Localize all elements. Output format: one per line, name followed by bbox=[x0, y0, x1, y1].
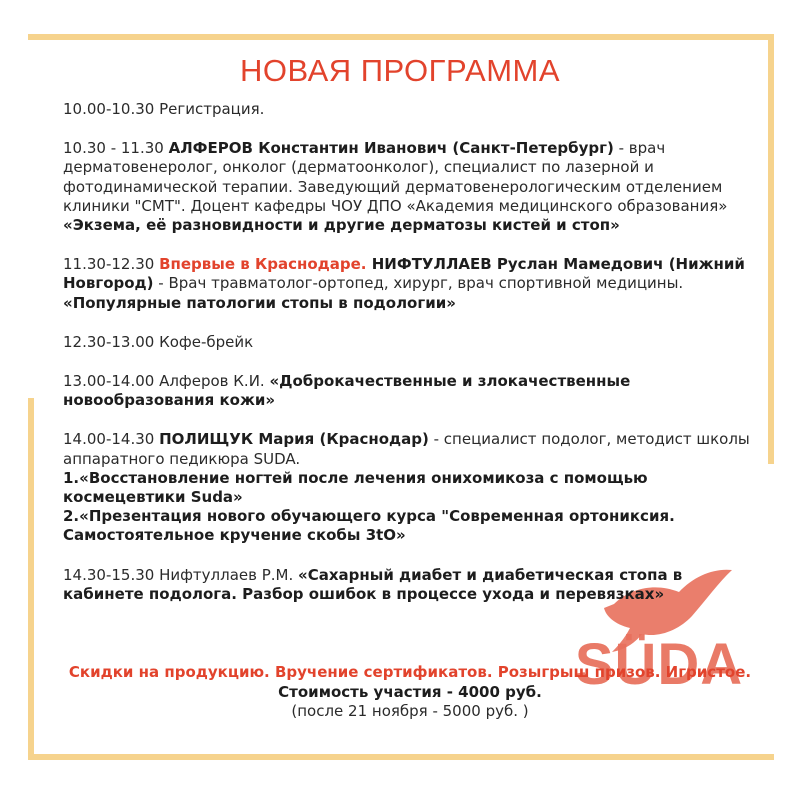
session-4 bbox=[63, 430, 753, 545]
session-1-time: 10.30 - 11.30 bbox=[63, 139, 169, 158]
session-4-topic-2: 2.«Презентация нового обучающего курса "Современная ортониксия. Самостоятельное кручение скобы 3tO» bbox=[63, 507, 675, 545]
session-5 bbox=[63, 566, 753, 604]
session-2-topic: «Популярные патологии стопы в подологии» bbox=[63, 293, 456, 312]
session-3 bbox=[63, 372, 753, 410]
cost-text: Стоимость участия - 4000 руб. bbox=[278, 682, 542, 701]
session-4-topic-1: 1.«Восстановление ногтей после лечения онихомикоза с помощью космецевтики Suda» bbox=[63, 468, 648, 507]
session-5-topic: «Сахарный диабет и диабетическая стопа в кабинете подолога. Разбор ошибок в процессе ухода и перевязках» bbox=[63, 565, 683, 603]
promo-text: Скидки на продукцию. Вручение сертификатов. Розыгрыш призов. Игристое. bbox=[68, 663, 752, 681]
logo-text: SÜDA bbox=[574, 632, 744, 697]
session-1 bbox=[63, 139, 753, 235]
session-5-time: 14.30-15.30 Нифтуллаев Р.М. bbox=[63, 565, 299, 584]
session-2-highlight: Впервые в Краснодаре. bbox=[159, 255, 367, 274]
late-cost-text: (после 21 ноября - 5000 руб. ) bbox=[291, 702, 529, 720]
session-1-desc: - врач дерматовенеролог, онколог (дерматоонколог), специалист по лазерной и фотодинамической терапии. Заведующий дерматовенерологическим отделением клиники "СМТ". Доцент кафедры ЧОУ ДПО «Академия медицинского образования» bbox=[63, 139, 728, 215]
session-3-time: 13.00-14.00 Алферов К.И. bbox=[63, 372, 270, 391]
session-2-speaker: НИФТУЛЛАЕВ Руслан Мамедович (Нижний Новгород) bbox=[63, 255, 745, 293]
registration-line: 10.00-10.30 Регистрация. bbox=[63, 100, 265, 118]
session-2-desc: - Врач травматолог-ортопед, хирург, врач спортивной медицины. bbox=[153, 274, 684, 293]
session-4-time: 14.00-14.30 bbox=[63, 430, 160, 449]
session-4-desc: - специалист подолог, методист школы аппаратного педикюра SUDA. bbox=[63, 430, 750, 468]
session-2 bbox=[63, 255, 753, 313]
footer bbox=[60, 663, 760, 722]
coffee-break-line: 12.30-13.00 Кофе-брейк bbox=[63, 332, 254, 351]
session-2-time: 11.30-12.30 bbox=[63, 255, 160, 274]
session-1-topic: «Экзема, её разновидности и другие дерматозы кистей и стоп» bbox=[63, 216, 620, 235]
session-3-topic: «Доброкачественные и злокачественные новообразования кожи» bbox=[63, 372, 631, 410]
session-4-speaker: ПОЛИЩУК Мария (Краснодар) bbox=[159, 430, 429, 449]
session-1-speaker: АЛФЕРОВ Константин Иванович (Санкт-Петербург) bbox=[168, 139, 614, 158]
page-title: НОВАЯ ПРОГРАММА bbox=[239, 53, 561, 88]
program-content bbox=[63, 100, 753, 624]
